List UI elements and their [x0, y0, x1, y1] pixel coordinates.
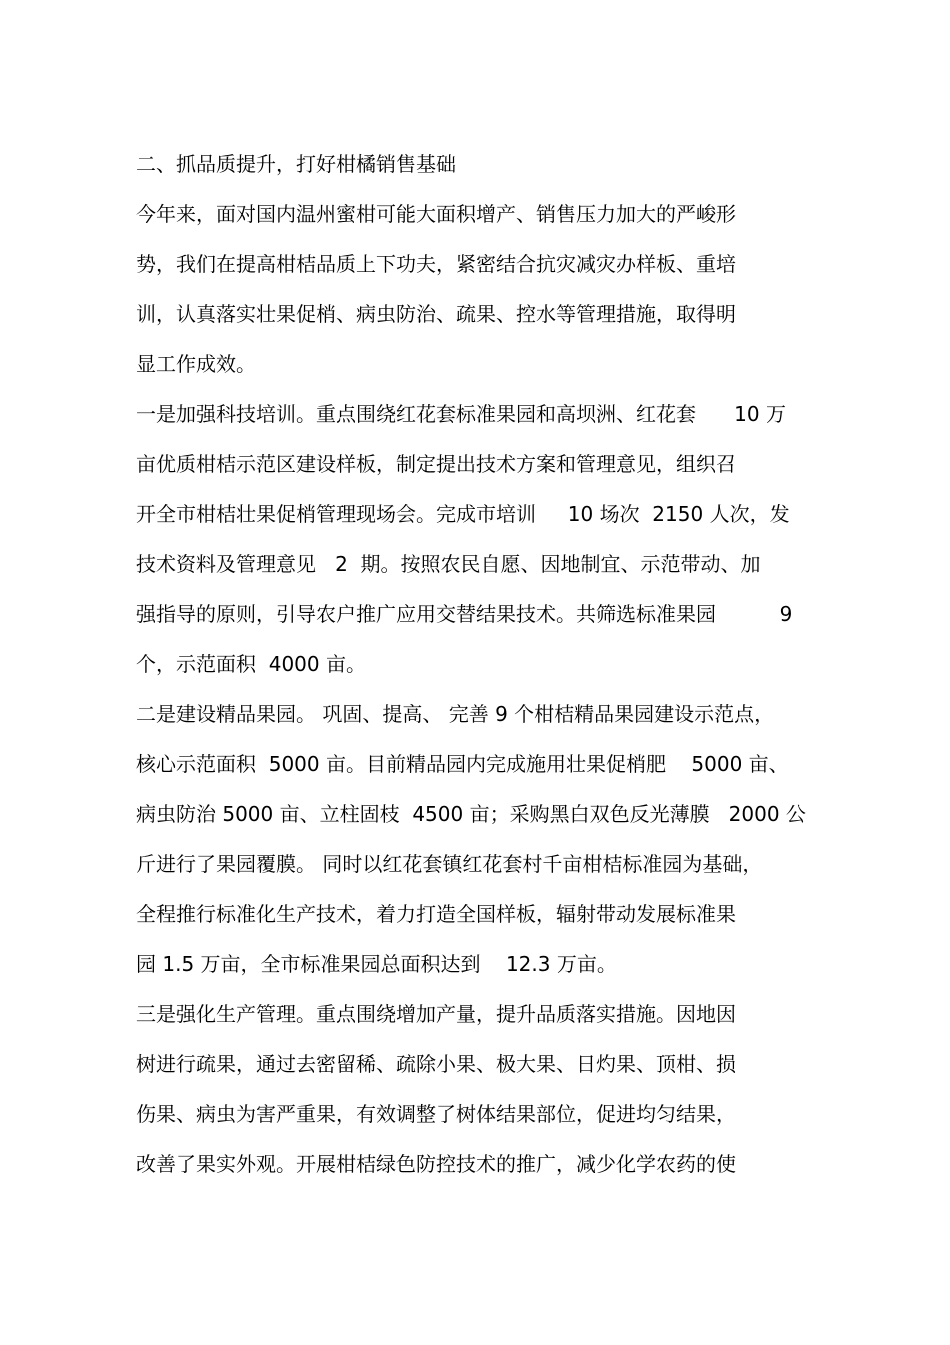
paragraph-line: 核心示范面积 5000 亩。目前精品园内完成施用壮果促梢肥 5000 亩、: [136, 752, 789, 776]
paragraph-line: 显工作成效。: [136, 352, 256, 376]
paragraph-line: 技术资料及管理意见 2 期。按照农民自愿、因地制宜、示范带动、加: [136, 552, 761, 576]
paragraph-line: 亩优质柑桔示范区建设样板，制定提出技术方案和管理意见，组织召: [136, 452, 736, 476]
paragraph-line: 树进行疏果，通过去密留稀、疏除小果、极大果、日灼果、顶柑、损: [136, 1052, 736, 1076]
paragraph-line: 今年来，面对国内温州蜜柑可能大面积增产、销售压力加大的严峻形: [136, 202, 736, 226]
paragraph-line: 训，认真落实壮果促梢、病虫防治、疏果、控水等管理措施，取得明: [136, 302, 736, 326]
paragraph-line: 园 1.5 万亩，全市标准果园总面积达到 12.3 万亩。: [136, 952, 617, 976]
paragraph-line: 一是加强科技培训。重点围绕红花套标准果园和高坝洲、红花套 10 万: [136, 402, 786, 426]
paragraph-line: 二是建设精品果园。 巩固、提高、 完善 9 个柑桔精品果园建设示范点，: [136, 702, 775, 726]
paragraph-line: 全程推行标准化生产技术，着力打造全国样板，辐射带动发展标准果: [136, 902, 736, 926]
paragraph-line: 个，示范面积 4000 亩。: [136, 652, 366, 676]
paragraph-line: 开全市柑桔壮果促梢管理现场会。完成市培训 10 场次 2150 人次，发: [136, 502, 790, 526]
paragraph-line: 强指导的原则，引导农户推广应用交替结果技术。共筛选标准果园 9: [136, 602, 793, 626]
paragraph-line: 改善了果实外观。开展柑桔绿色防控技术的推广，减少化学农药的使: [136, 1152, 736, 1176]
paragraph-line: 三是强化生产管理。重点围绕增加产量，提升品质落实措施。因地因: [136, 1002, 736, 1026]
section-heading: 二、抓品质提升，打好柑橘销售基础: [136, 152, 456, 176]
paragraph-line: 势，我们在提高柑桔品质上下功夫，紧密结合抗灾减灾办样板、重培: [136, 252, 736, 276]
paragraph-line: 伤果、病虫为害严重果，有效调整了树体结果部位，促进均匀结果，: [136, 1102, 736, 1126]
paragraph-line: 病虫防治 5000 亩、立柱固枝 4500 亩；采购黑白双色反光薄膜 2000 公: [136, 802, 806, 826]
paragraph-line: 斤进行了果园覆膜。 同时以红花套镇红花套村千亩柑桔标准园为基础，: [136, 852, 763, 876]
